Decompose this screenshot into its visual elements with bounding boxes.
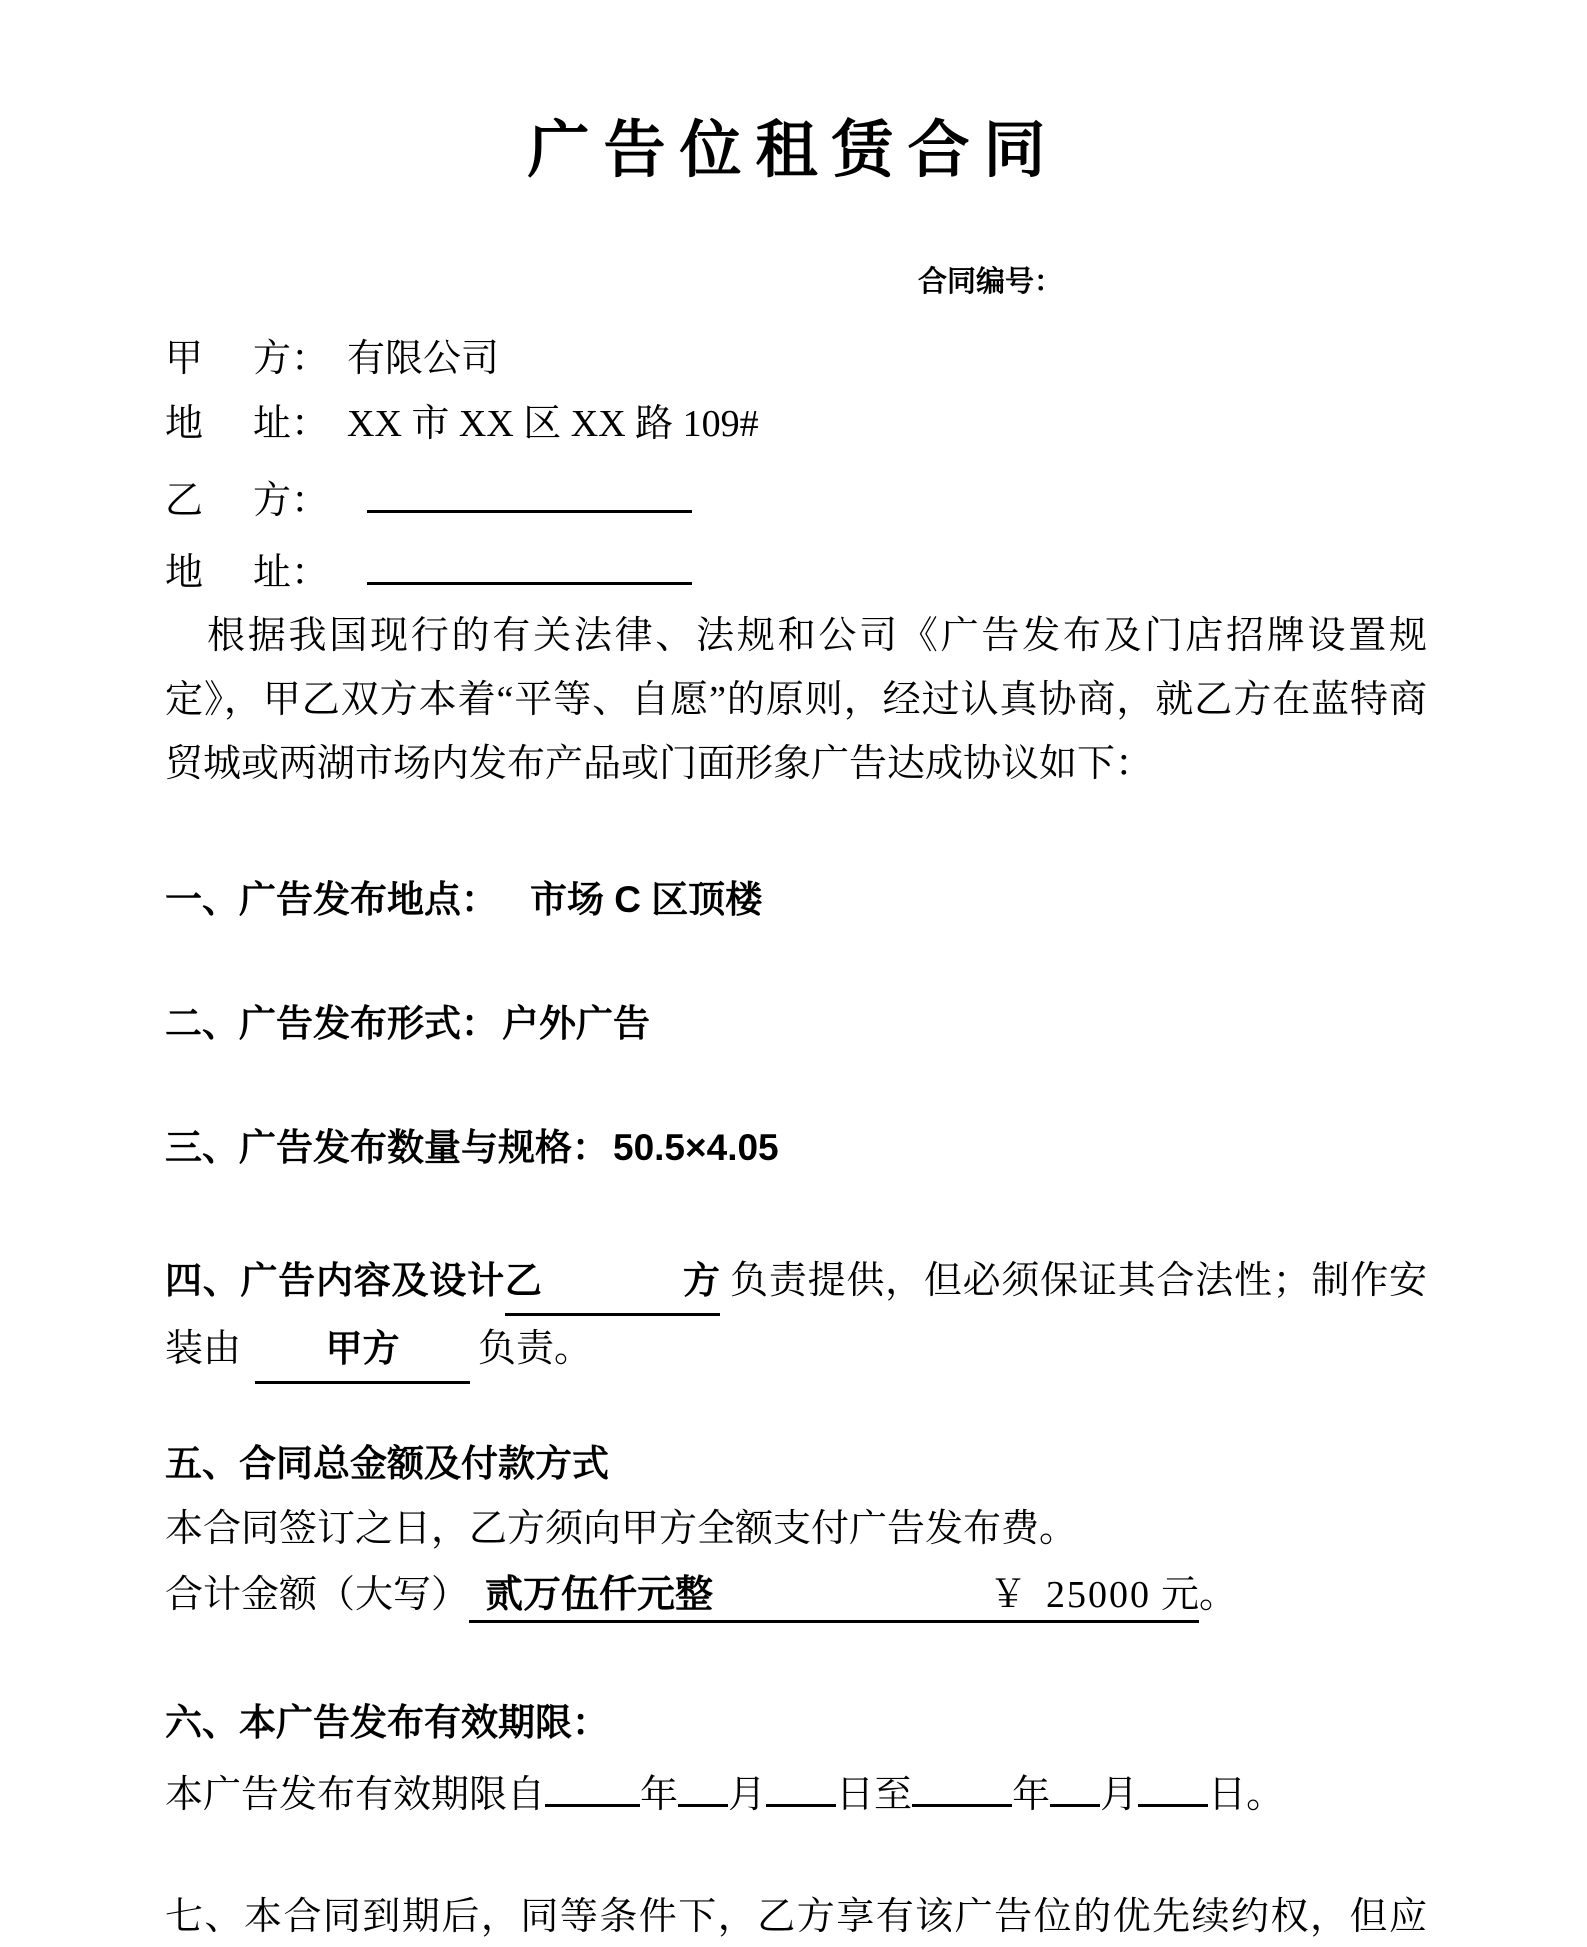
section-1-value: 市场 C 区顶楼 — [530, 879, 763, 920]
section-4-continuation: 装由 — [165, 1328, 242, 1370]
amount-underlined-segment — [469, 1570, 1199, 1623]
section-4-tail: 负责。 — [478, 1328, 593, 1370]
section-2-value: 户外广告 — [502, 1003, 650, 1044]
start-month-blank — [678, 1764, 728, 1807]
end-year-blank — [912, 1764, 1012, 1807]
section-4-line-1 — [165, 1248, 1427, 1316]
section-7-renewal-line: 七、本合同到期后，同等条件下，乙方享有该广告位的优先续约权，但应 — [165, 1896, 1427, 1938]
address-a-label-char1: 地 — [165, 403, 204, 445]
amount-period: 。 — [1199, 1574, 1238, 1616]
start-year-label: 年 — [640, 1774, 679, 1816]
end-day-blank — [1138, 1764, 1208, 1807]
section-4-lead: 四、广告内容及设计 — [165, 1260, 505, 1301]
start-year-blank — [545, 1764, 640, 1807]
section-4-mid-text: 负责提供，但必须保证其合法性；制作安 — [730, 1260, 1427, 1302]
start-day-to-label: 日至 — [836, 1774, 913, 1816]
end-day-label: 日。 — [1208, 1774, 1285, 1816]
amount-in-words: 贰万伍仟元整 — [485, 1574, 714, 1616]
address-a-value: XX 市 XX 区 XX 路 109# — [347, 403, 759, 445]
section-4-line-2 — [165, 1316, 1427, 1384]
party-a-label-char1: 甲 — [165, 338, 204, 380]
section-5-payment-line: 本合同签订之日，乙方须向甲方全额支付广告发布费。 — [165, 1508, 1078, 1550]
amount-lead-label: 合计金额（大写） — [165, 1574, 470, 1616]
section-5-header: 五、合同总金额及付款方式 — [165, 1443, 609, 1484]
party-b-name-blank — [367, 470, 692, 513]
address-b-label-char2: 址： — [253, 552, 330, 594]
party-a-label-char2: 方： — [253, 338, 330, 380]
address-a-label-char2: 址： — [253, 403, 330, 445]
section-2-label: 二、广告发布形式： — [165, 1003, 498, 1044]
party-a-row — [165, 336, 1427, 382]
section-6-header: 六、本广告发布有效期限： — [165, 1702, 609, 1743]
section-3-value: 50.5×4.05 — [613, 1127, 779, 1168]
party-b-label-char1: 乙 — [165, 480, 204, 522]
section-1-location — [165, 876, 1427, 924]
section-4-blank-party-a: 甲方 — [255, 1316, 470, 1384]
amount-number: 25000 — [1046, 1574, 1151, 1616]
end-month-blank — [1050, 1764, 1100, 1807]
section-4-blank-party-b: 乙方 — [505, 1248, 720, 1316]
section-5-amount-line — [165, 1570, 1427, 1623]
end-year-label: 年 — [1012, 1774, 1051, 1816]
section-2-form — [165, 1000, 1427, 1048]
start-day-blank — [766, 1764, 836, 1807]
validity-lead: 本广告发布有效期限自 — [165, 1774, 546, 1816]
section-6-validity-line — [165, 1764, 1427, 1820]
party-a-value: 有限公司 — [347, 338, 500, 380]
address-a-row — [165, 401, 1427, 447]
address-b-label-char1: 地 — [165, 552, 204, 594]
party-b-row — [165, 470, 1427, 522]
section-3-quantity-spec — [165, 1124, 1427, 1172]
section-1-label: 一、广告发布地点： — [165, 879, 498, 920]
address-b-row — [165, 542, 1427, 594]
end-month-label: 月 — [1100, 1774, 1139, 1816]
contract-number-label: 合同编号： — [918, 266, 1064, 298]
section-4-content-design — [165, 1248, 1427, 1384]
start-month-label: 月 — [728, 1774, 767, 1816]
section-3-label: 三、广告发布数量与规格： — [165, 1127, 609, 1168]
page-title: 广告位租赁合同 — [527, 116, 1060, 185]
address-b-blank — [367, 542, 692, 585]
currency-symbol: ￥ — [988, 1574, 1027, 1616]
preamble-paragraph: 根据我国现行的有关法律、法规和公司《广告发布及门店招牌设置规定》，甲乙双方本着“平等、自愿”的原则，经过认真协商，就乙方在蓝特商贸城或两湖市场内发布产品或门面形象广告达成协议如下： — [165, 615, 1427, 785]
amount-unit: 元 — [1161, 1574, 1200, 1616]
party-b-label-char2: 方： — [253, 480, 330, 522]
